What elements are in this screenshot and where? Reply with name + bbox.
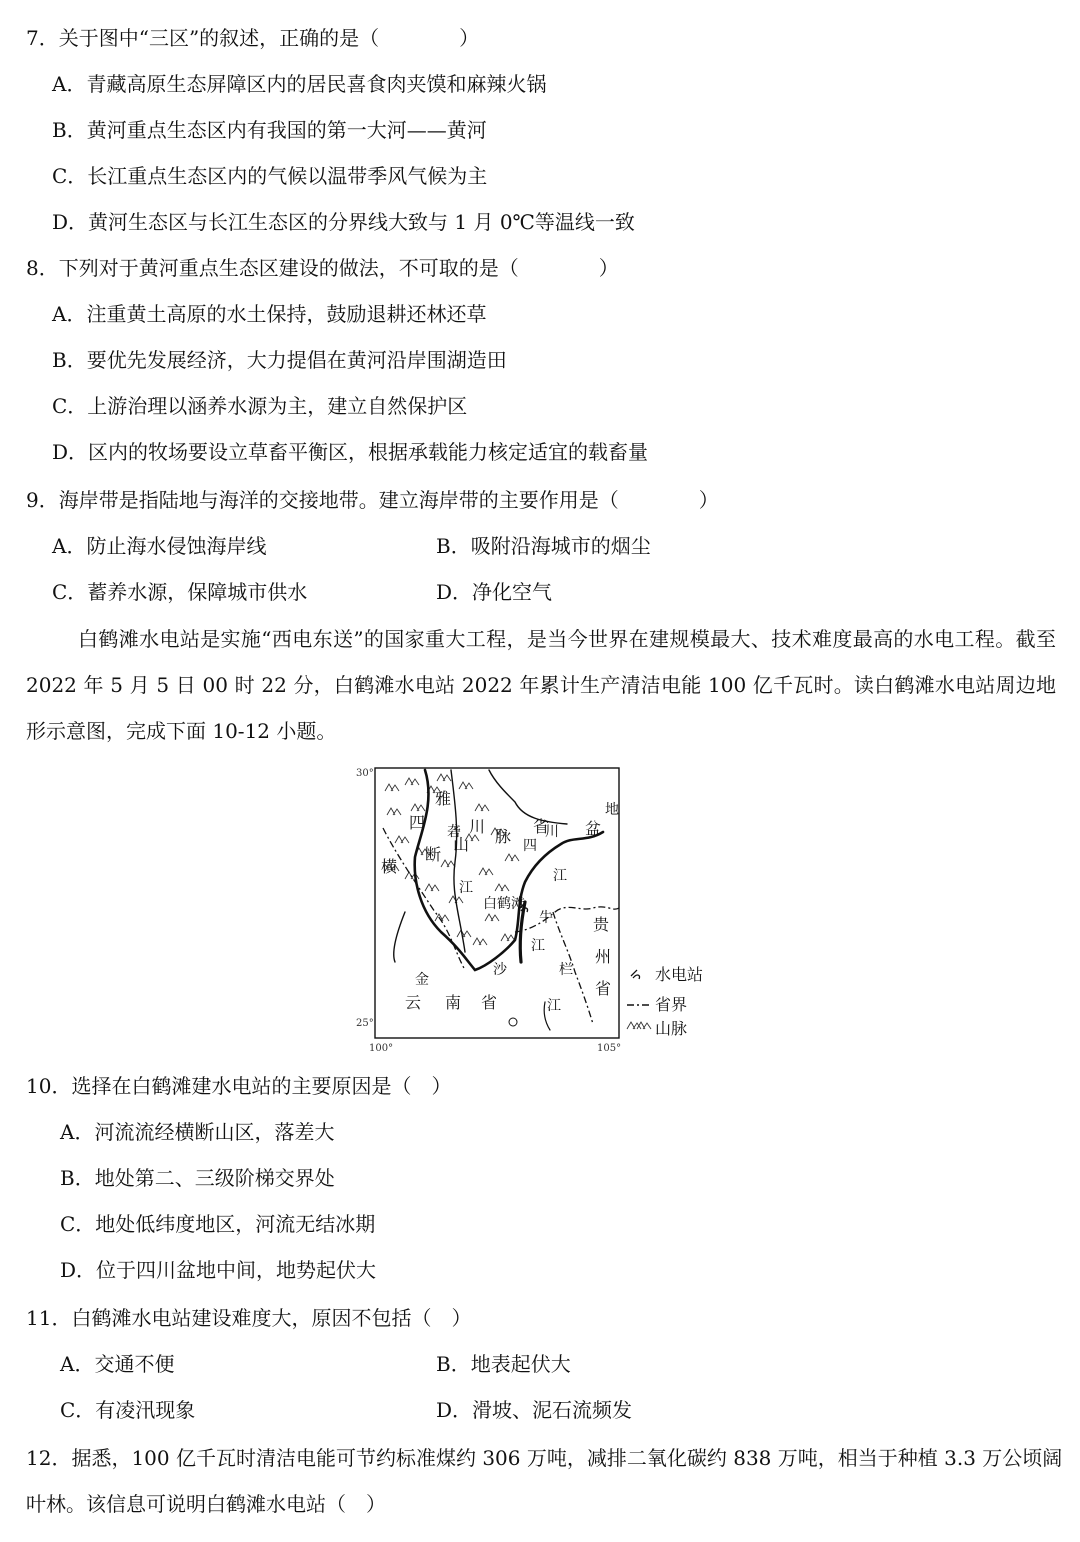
map-label-nan: 南	[445, 993, 462, 1012]
q7-stem: 7．关于图中“三区”的叙述，正确的是（ ）	[26, 26, 480, 50]
q9-option-b: B．吸附沿海城市的烟尘	[436, 534, 651, 558]
map-label-jin: 金	[415, 972, 429, 988]
map-label-yun: 云	[405, 993, 422, 1012]
q11-option-c: C．有凌汛现象	[60, 1398, 196, 1422]
map-label-di: 地	[605, 802, 619, 818]
q11-option-a: A．交通不便	[60, 1352, 175, 1376]
map-legend	[627, 965, 703, 1038]
map-label-zhou: 州	[595, 947, 612, 966]
q8-option-b: B．要优先发展经济，大力提倡在黄河沿岸围湖造田	[52, 348, 507, 372]
legend-station-label: 水电站	[655, 965, 704, 984]
lon-right-label: 105°	[597, 1043, 622, 1054]
passage-text: 白鹤滩水电站是实施“西电东送”的国家重大工程，是当今世界在建规模最大、技术难度最高的水电工程。截至 2022 年 5 月 5 日 00 时 22 分，白鹤滩水电站 2022 年累计生产清洁电能 100 亿千瓦时。读白鹤滩水电站周边地形示意图，完成下面 10-12 小题。	[26, 627, 1056, 743]
map-label-sheng3: 省	[595, 979, 612, 998]
q7-option-b: B．黄河重点生态区内有我国的第一大河——黄河	[52, 118, 487, 142]
map-label-jiang3: 江	[547, 998, 561, 1014]
q10-option-d: D．位于四川盆地中间，地势起伏大	[60, 1258, 377, 1282]
legend-station-icon	[631, 970, 640, 979]
q8-stem: 8．下列对于黄河重点生态区建设的做法，不可取的是（ ）	[26, 256, 619, 280]
q8-option-a: A．注重黄土高原的水土保持，鼓励退耕还林还草	[52, 302, 487, 326]
map-label-jiang2: 江	[553, 868, 567, 884]
map-label-duan: 断	[425, 845, 442, 864]
q9-option-a: A．防止海水侵蚀海岸线	[52, 534, 267, 558]
map-label-chuan1: 川	[469, 817, 486, 836]
map-label-niu: 牛	[539, 910, 553, 926]
q12-stem-line1: 12．据悉，100 亿千瓦时清洁电能可节约标准煤约 306 万吨，减排二氧化碳约 838 万吨，相当于种植 3.3 万公顷阔	[26, 1446, 1063, 1470]
mountain-symbols	[385, 774, 519, 945]
lon-left-label: 100°	[369, 1043, 394, 1054]
map-label-long: 砻	[447, 824, 461, 840]
legend-mountain-label: 山脉	[655, 1019, 688, 1038]
map-label-sha: 沙	[493, 962, 507, 978]
map-label-sheng2: 省	[481, 993, 498, 1012]
q10-option-b: B．地处第二、三级阶梯交界处	[60, 1166, 335, 1190]
q8-option-d: D．区内的牧场要设立草畜平衡区，根据承载能力核定适宜的载畜量	[52, 440, 649, 464]
map-label-si1: 四	[409, 813, 426, 832]
map-label-pen: 盆	[585, 819, 602, 838]
map-label-sheng1: 省	[533, 817, 550, 836]
map-label-baihetan: 白鹤滩	[483, 896, 525, 912]
q10-option-a: A．河流流经横断山区，落差大	[60, 1120, 335, 1144]
q11-option-b: B．地表起伏大	[436, 1352, 571, 1376]
q11-stem: 11．白鹤滩水电站建设难度大，原因不包括（ ）	[26, 1306, 472, 1330]
map-label-si2: 四	[523, 838, 537, 854]
q9-option-d: D．净化空气	[436, 580, 553, 604]
lat-bottom-label: 25°	[356, 1018, 374, 1029]
legend-border-label: 省界	[655, 995, 688, 1014]
map-label-jiang1: 江	[459, 880, 473, 896]
terrain-map	[355, 762, 735, 1054]
map-label-gui: 贵	[593, 915, 610, 934]
q10-stem: 10．选择在白鹤滩建水电站的主要原因是（ ）	[26, 1074, 452, 1098]
lat-top-label: 30°	[356, 768, 374, 779]
q12-stem-line2: 叶林。该信息可说明白鹤滩水电站（ ）	[26, 1492, 386, 1516]
q7-option-d: D．黄河生态区与长江生态区的分界线大致与 1 月 0℃等温线一致	[52, 210, 635, 234]
q11-option-d: D．滑坡、泥石流频发	[436, 1398, 633, 1422]
q10-option-c: C．地处低纬度地区，河流无结冰期	[60, 1212, 376, 1236]
map-label-lan: 栏	[559, 962, 573, 978]
q9-option-c: C．蓄养水源，保障城市供水	[52, 580, 308, 604]
map-label-mai: 脉	[495, 827, 512, 846]
q7-option-a: A．青藏高原生态屏障区内的居民喜食肉夹馍和麻辣火锅	[52, 72, 547, 96]
q9-stem: 9．海岸带是指陆地与海洋的交接地带。建立海岸带的主要作用是（ ）	[26, 488, 719, 512]
q8-option-c: C．上游治理以涵养水源为主，建立自然保护区	[52, 394, 468, 418]
map-label-heng: 横	[381, 857, 398, 876]
map-label-shan: 山	[453, 835, 470, 854]
map-label-jiang4: 江	[531, 938, 545, 954]
map-label-chuan2: 川	[545, 824, 559, 840]
q7-option-c: C．长江重点生态区内的气候以温带季风气候为主	[52, 164, 488, 188]
map-label-ya: 雅	[435, 789, 452, 808]
legend-mountain-icon	[627, 1022, 651, 1029]
